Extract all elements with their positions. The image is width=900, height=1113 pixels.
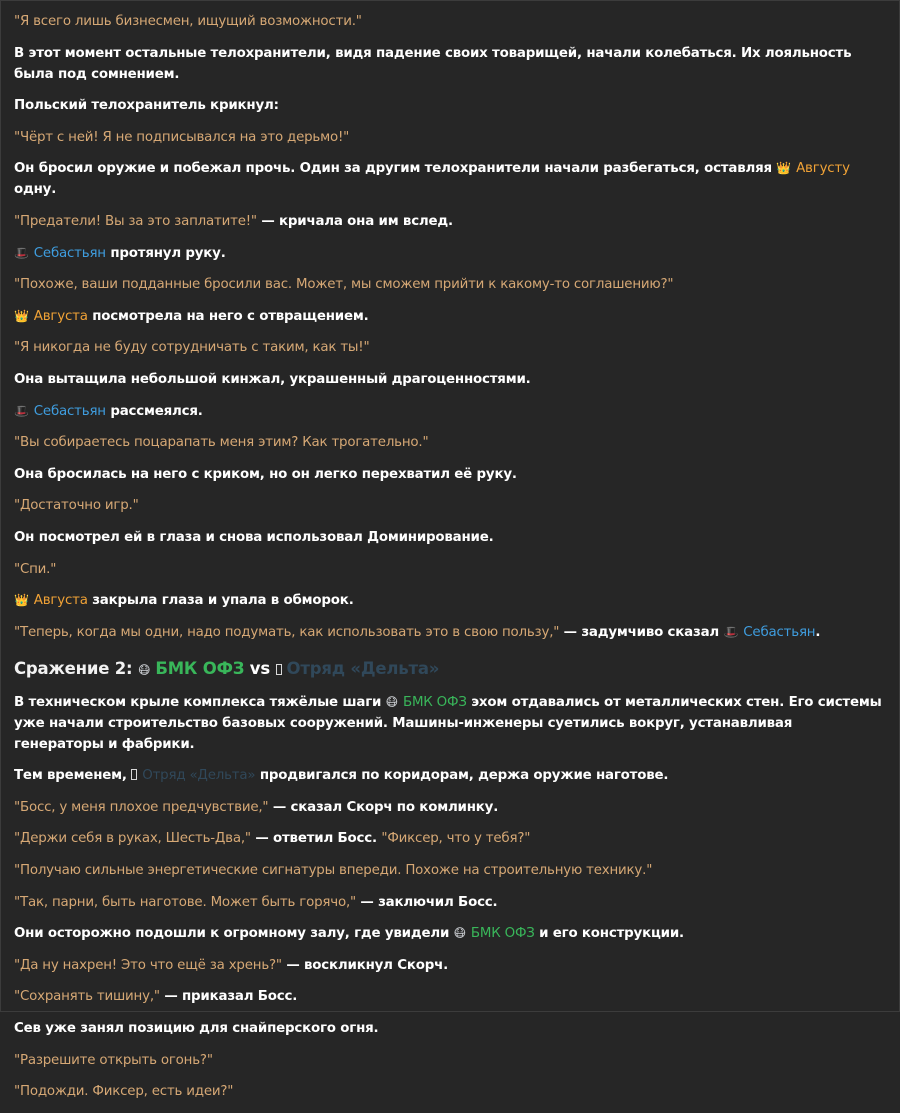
mask-icon: 😷 — [385, 694, 398, 709]
narration-text: Он посмотрел ей в глаза и снова использовал Доминирование. — [14, 529, 494, 545]
narration-text: посмотрела на него с отвращением. — [87, 308, 369, 324]
story-paragraph — [14, 892, 886, 913]
character-name-bmk: БМК ОФЗ — [402, 694, 467, 710]
dialogue-quote: "Я никогда не буду сотрудничать с таким, как ты!" — [14, 340, 370, 356]
story-paragraph — [14, 986, 886, 1007]
story-paragraph — [14, 11, 886, 32]
dialogue-quote: "Да ну нахрен! Это что ещё за хрень?" — [14, 957, 282, 973]
crown-icon: 👑 — [14, 308, 29, 323]
top-hat-icon: 🎩 — [14, 403, 29, 418]
story-paragraph — [14, 158, 886, 200]
narration-text: закрыла глаза и упала в обморок. — [87, 593, 354, 609]
story-content — [14, 11, 886, 1113]
dialogue-quote: "Спи." — [14, 561, 57, 577]
battle-heading-prefix: Сражение 2: — [14, 658, 138, 678]
narration-text: протянул руку. — [105, 245, 226, 261]
dialogue-quote: "Разрешите открыть огонь?" — [14, 1052, 213, 1068]
narration-text: — сказал Скорч по комлинку. — [268, 799, 499, 815]
mask-icon: 😷 — [453, 926, 466, 941]
character-name-augusta: Августа — [33, 308, 88, 324]
dialogue-quote: "Держи себя в руках, Шесть-Два," — [14, 831, 251, 847]
narration-text: Сев уже занял позицию для снайперского огня. — [14, 1021, 379, 1037]
dialogue-quote: "Фиксер, что у тебя?" — [381, 831, 531, 847]
story-paragraph — [14, 1081, 886, 1102]
narration-text: и его конструкции. — [534, 926, 684, 942]
story-paragraph — [14, 274, 886, 295]
story-paragraph — [14, 43, 886, 85]
top-hat-icon: 🎩 — [14, 245, 29, 260]
narration-text: Он бросил оружие и побежал прочь. Один за другим телохранители начали разбегаться, оставляя — [14, 161, 777, 177]
narration-text: В техническом крыле комплекса тяжёлые шаги — [14, 694, 386, 710]
character-name-augusta: Августа — [33, 593, 88, 609]
story-paragraph — [14, 1018, 886, 1039]
story-paragraph — [14, 590, 886, 611]
narration-text: Они осторожно подошли к огромному залу, где увидели — [14, 926, 454, 942]
character-name-bmk: БМК ОФЗ — [470, 926, 535, 942]
dialogue-quote: "Сохранять тишину," — [14, 989, 160, 1005]
box-icon — [131, 769, 137, 780]
story-paragraph — [14, 527, 886, 548]
top-hat-icon: 🎩 — [723, 624, 739, 639]
narration-text: — воскликнул Скорч. — [281, 957, 449, 973]
narration-text: Она вытащила небольшой кинжал, украшенный драгоценностями. — [14, 371, 531, 387]
narration-text: продвигался по коридорам, держа оружие наготове. — [255, 768, 669, 784]
character-name-sebastian: Себастьян — [743, 624, 816, 640]
character-name-augusta: Августу — [796, 161, 850, 177]
dialogue-quote: "Достаточно игр." — [14, 498, 139, 514]
story-paragraph — [14, 692, 886, 755]
narration-text: . — [815, 624, 821, 640]
story-paragraph — [14, 401, 886, 422]
dialogue-quote: "Теперь, когда мы одни, надо подумать, как использовать это в свою пользу," — [14, 624, 560, 640]
story-paragraph — [14, 955, 886, 976]
narration-text: — ответил Босс. — [250, 831, 382, 847]
character-name-sebastian: Себастьян — [33, 403, 106, 419]
dialogue-quote: "Похоже, ваши подданные бросили вас. Может, мы сможем прийти к какому-то соглашению?" — [14, 277, 674, 293]
dialogue-quote: "Предатели! Вы за это заплатите!" — [14, 213, 257, 229]
character-name-sebastian: Себастьян — [33, 245, 106, 261]
narration-text: — задумчиво сказал — [559, 624, 724, 640]
battle-heading-bmk: БМК ОФЗ — [155, 658, 245, 678]
story-paragraph — [14, 622, 886, 643]
character-name-delta: Отряд «Дельта» — [142, 768, 256, 784]
story-paragraph — [14, 243, 886, 264]
story-paragraph — [14, 1050, 886, 1071]
story-paragraph — [14, 797, 886, 818]
narration-text: одну. — [14, 182, 57, 198]
dialogue-quote: "Так, парни, быть наготове. Может быть горячо," — [14, 894, 356, 910]
story-paragraph — [14, 432, 886, 453]
story-paragraph — [14, 306, 886, 327]
narration-text: эхом отдавались от металлических стен. Его системы уже начали строительство базовых сооружений. Машины-инженеры суетились вокруг, устанавливая генераторы и фабрики. — [14, 694, 882, 752]
dialogue-quote: "Босс, у меня плохое предчувствие," — [14, 799, 269, 815]
narration-text: — кричала она им вслед. — [256, 213, 453, 229]
dialogue-quote: "Чёрт с ней! Я не подписывался на это дерьмо!" — [14, 129, 350, 145]
battle-heading-delta: Отряд «Дельта» — [286, 658, 440, 678]
mask-icon: 😷 — [138, 662, 151, 677]
story-block-1 — [14, 11, 886, 643]
story-paragraph — [14, 369, 886, 390]
story-paragraph — [14, 211, 886, 232]
story-paragraph — [14, 765, 886, 786]
dialogue-quote: "Подожди. Фиксер, есть идеи?" — [14, 1084, 234, 1100]
narration-text: Тем временем, — [14, 768, 132, 784]
narration-text: Польский телохранитель крикнул: — [14, 98, 279, 114]
story-paragraph — [14, 337, 886, 358]
narration-text: рассмеялся. — [105, 403, 203, 419]
battle-heading — [14, 658, 886, 681]
story-paragraph — [14, 495, 886, 516]
dialogue-quote: "Я всего лишь бизнесмен, ищущий возможности." — [14, 14, 362, 29]
story-paragraph — [14, 464, 886, 485]
dialogue-quote: "Вы собираетесь поцарапать меня этим? Как трогательно." — [14, 435, 429, 451]
crown-icon: 👑 — [14, 593, 29, 608]
narration-text: — приказал Босс. — [159, 989, 298, 1005]
story-paragraph — [14, 127, 886, 148]
crown-icon: 👑 — [776, 161, 792, 176]
narration-text: Она бросилась на него с криком, но он легко перехватил её руку. — [14, 466, 517, 482]
narration-text: В этот момент остальные телохранители, видя падение своих товарищей, начали колебаться. Их лояльность была под сомнением. — [14, 45, 852, 82]
story-paragraph — [14, 860, 886, 881]
battle-heading-vs: vs — [244, 658, 276, 678]
story-paragraph — [14, 923, 886, 944]
story-paragraph — [14, 828, 886, 849]
box-icon — [276, 664, 282, 675]
story-paragraph — [14, 95, 886, 116]
story-paragraph — [14, 559, 886, 580]
dialogue-quote: "Получаю сильные энергетические сигнатуры впереди. Похоже на строительную технику." — [14, 863, 653, 879]
story-block-2 — [14, 692, 886, 1103]
narration-text: — заключил Босс. — [355, 894, 498, 910]
